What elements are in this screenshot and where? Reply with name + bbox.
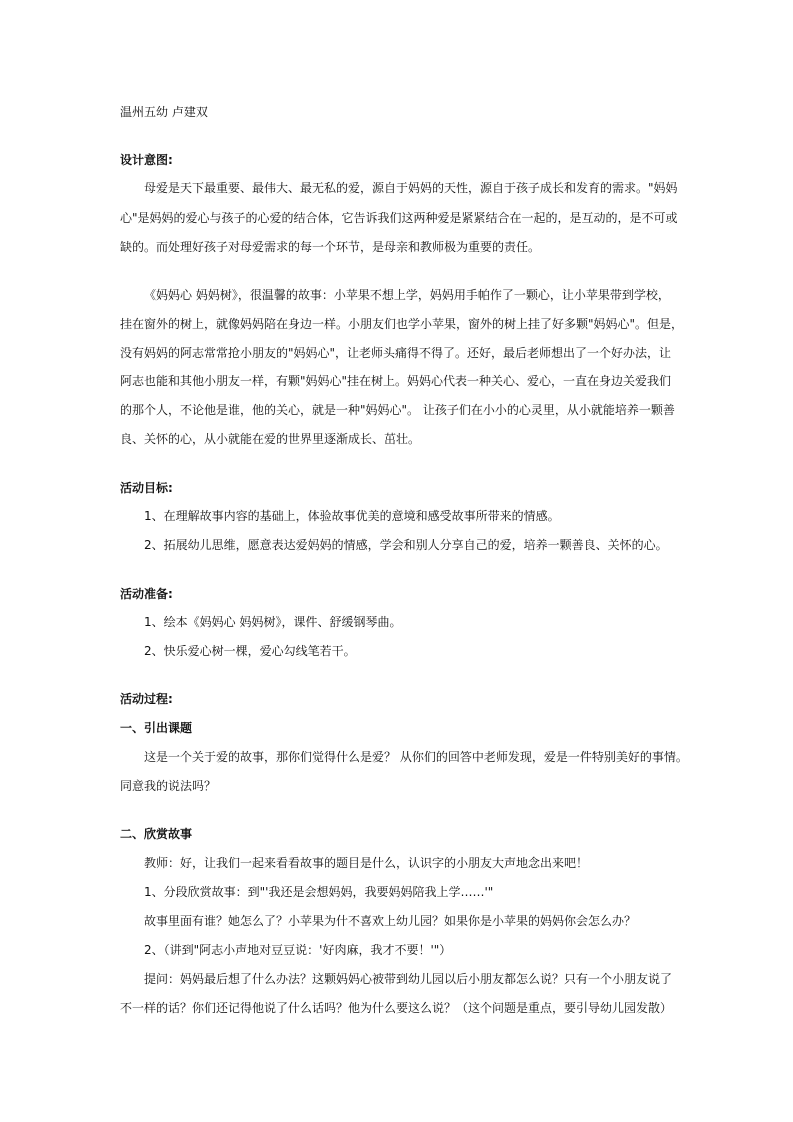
prep-item: 2、快乐爱心树一棵，爱心勾线笔若干。 <box>144 644 356 658</box>
goals-heading: 活动目标: <box>120 481 173 495</box>
design-intent-heading: 设计意图: <box>120 153 173 167</box>
paragraph-line: 同意我的说法吗？ <box>120 779 217 793</box>
prep-item: 1、绘本《妈妈心 妈妈树》，课件、舒缓钢琴曲。 <box>144 615 402 629</box>
paragraph-line: 没有妈妈的阿志常常抢小朋友的"妈妈心"，让老师头痛得不得了。还好，最后老师想出了一个好办法，让 <box>120 346 672 360</box>
paragraph-line: 教师：好，让我们一起来看看故事的题目是什么，认识字的小朋友大声地念出来吧！ <box>144 856 589 870</box>
paragraph-line: 母爱是天下最重要、最伟大、最无私的爱，源自于妈妈的天性，源自于孩子成长和发育的需求。"妈妈 <box>144 181 678 195</box>
paragraph-line: 阿志也能和其他小朋友一样，有颗"妈妈心"挂在树上。妈妈心代表一种关心、爱心，一直在身边关爱我们 <box>120 374 672 388</box>
paragraph-line: 缺的。而处理好孩子对母爱需求的每一个环节，是母亲和教师极为重要的责任。 <box>120 240 541 254</box>
paragraph-line: 心"是妈妈的爱心与孩子的心爱的结合体，它告诉我们这两种爱是紧紧结合在一起的，是互动的，是不可或 <box>120 211 678 225</box>
goal-item: 2、拓展幼儿思维，愿意表达爱妈妈的情感，学会和别人分享自己的爱，培养一颗善良、关怀的心。 <box>144 538 668 552</box>
paragraph-line: 提问：妈妈最后想了什么办法？这颗妈妈心被带到幼儿园以后小朋友都怎么说？只有一个小朋友说了 <box>144 972 673 986</box>
section-title: 一、引出课题 <box>120 721 193 735</box>
prep-heading: 活动准备: <box>120 587 173 601</box>
paragraph-line: 这是一个关于爱的故事，那你们觉得什么是爱？ 从你们的回答中老师发现，爱是一件特别美好的事情。 <box>144 750 688 764</box>
section-title: 二、欣赏故事 <box>120 827 193 841</box>
paragraph-line: 良、关怀的心，从小就能在爱的世界里逐渐成长、茁壮。 <box>120 432 421 446</box>
goal-item: 1、在理解故事内容的基础上，体验故事优美的意境和感受故事所带来的情感。 <box>144 509 560 523</box>
process-heading: 活动过程: <box>120 692 173 706</box>
author-line: 温州五幼 卢建双 <box>120 105 208 119</box>
paragraph-line: 挂在窗外的树上，就像妈妈陪在身边一样。小朋友们也学小苹果，窗外的树上挂了好多颗"妈妈心"。但是， <box>120 317 684 331</box>
paragraph-line: 故事里面有谁？她怎么了？小苹果为什不喜欢上幼儿园？如果你是小苹果的妈妈你会怎么办？ <box>144 914 637 928</box>
paragraph-line: 1、分段欣赏故事：到"'我还是会想妈妈，我要妈妈陪我上学……'" <box>144 885 494 899</box>
paragraph-line: 2、（讲到"阿志小声地对豆豆说：'好肉麻，我才不要！'"） <box>144 943 452 957</box>
paragraph-line: 不一样的话？你们还记得他说了什么话吗？他为什么要这么说？（这个问题是重点，要引导幼儿园发散） <box>120 1001 673 1015</box>
paragraph-line: 的那个人，不论他是谁，他的关心，就是一种"妈妈心"。 让孩子们在小小的心灵里，从小就能培养一颗善 <box>120 403 675 417</box>
paragraph-line: 《妈妈心 妈妈树》，很温馨的故事：小苹果不想上学，妈妈用手帕作了一颗心，让小苹果带到学校， <box>144 288 670 302</box>
